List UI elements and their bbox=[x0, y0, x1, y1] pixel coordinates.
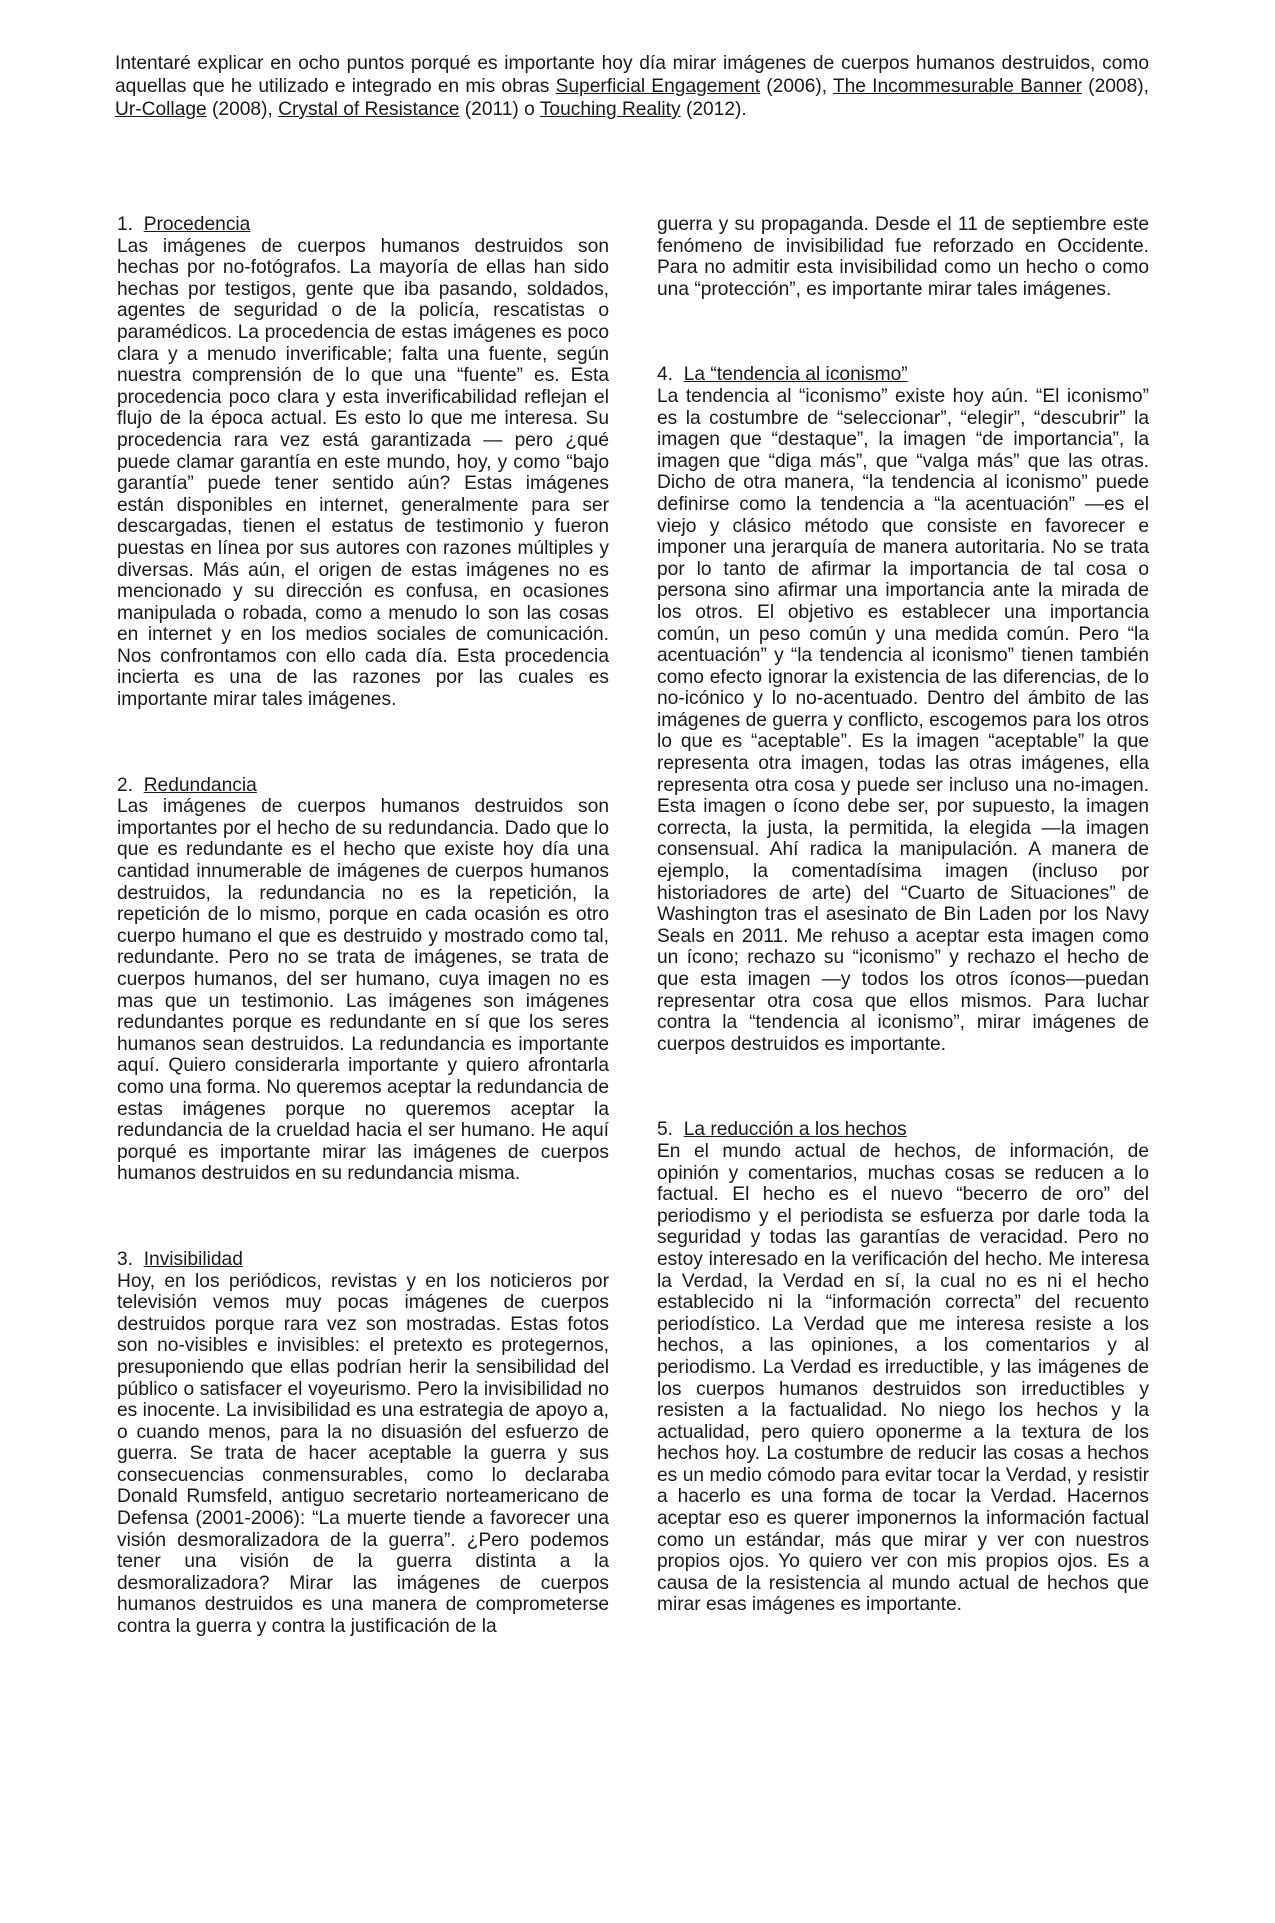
section-title: La reducción a los hechos bbox=[683, 1119, 907, 1141]
section-body: Las imágenes de cuerpos humanos destruidos son importantes por el hecho de su redundancia. Dado que lo que es redundante es el hecho que existe hoy día una cantidad innumerable de imágenes de cuerpos humanos destruidos, la redundancia no es la repetición, la repetición de lo mismo, porque en cada ocasión es otro cuerpo humano el que es destruido y mostrado como tal, redundante. Pero no se trata de imágenes, se trata de cuerpos humanos, del ser humano, cuya imagen no es mas que un testimonio. Las imágenes son imágenes redundantes porque es redundante en sí que los seres humanos sean destruidos. La redundancia es importante aquí. Quiero considerarla importante y quiero afrontarla como una forma. No queremos aceptar la redundancia de estas imágenes porque no queremos aceptar la redundancia de la crueldad hacia el ser humano. He aquí porqué es importante mirar las imágenes de cuerpos humanos destruidos en su redundancia misma. bbox=[117, 796, 609, 1185]
section-title: La “tendencia al iconismo” bbox=[683, 364, 908, 386]
left-column bbox=[117, 214, 609, 1638]
intro-paragraph bbox=[115, 52, 1149, 121]
section-heading bbox=[117, 775, 609, 797]
section-heading bbox=[657, 1119, 1149, 1141]
section-heading bbox=[117, 1249, 609, 1271]
intro-text: Intentaré explicar en ocho puntos porqué es importante hoy día mirar imágenes de cuerpos humanos destruidos, como aquellas que he utilizado e integrado en mis obras bbox=[115, 53, 1149, 97]
section-body: La tendencia al “iconismo” existe hoy aún. “El iconismo” es la costumbre de “seleccionar”, “elegir”, “descubrir” la imagen que “destaque”, la imagen “de importancia”, la imagen que “diga más”, que “valga más” que las otras. Dicho de otra manera, “la tendencia al iconismo” puede definirse como la tendencia a “la acentuación” —es el viejo y clásico método que consiste en favorecer e imponer una jerarquía de manera autoritaria. No se trata por lo tanto de afirmar la importancia de tal cosa o persona sino afirmar una importancia ante la mirada de los otros. El objetivo es establecer una importancia común, un peso común y una medida común. Pero “la acentuación” y “la tendencia al iconismo” tienen también como efecto ignorar la existencia de las diferencias, de lo no-icónico y lo no-acentuado. Dentro del ámbito de las imágenes de guerra y conflicto, escogemos para los otros lo que es “aceptable”. Es la imagen “aceptable” la que representa otra imagen, todas las otras imágenes, ella representa otra cosa y puede ser incluso una no-imagen. Esta imagen o ícono debe ser, por supuesto, la imagen correcta, la justa, la permitida, la elegida —la imagen consensual. Ahí radica la manipulación. A manera de ejemplo, la comentadísima imagen (incluso por historiadores de arte) del “Cuarto de Situaciones” de Washington tras el asesinato de Bin Laden por los Navy Seals en 2011. Me rehuso a aceptar esta imagen como un ícono; rechazo su “iconismo” y rechazo el hecho de que esta imagen —y todos los otros íconos—puedan representar otra cosa que ellos mismos. Para luchar contra la “tendencia al iconismo”, mirar imágenes de cuerpos destruidos es importante. bbox=[657, 385, 1149, 1055]
intro-text: (2011) o bbox=[459, 99, 540, 120]
right-column bbox=[657, 214, 1149, 1616]
section-title: Redundancia bbox=[143, 774, 257, 796]
section-number: 3. bbox=[117, 1248, 134, 1270]
section-title: Invisibilidad bbox=[143, 1248, 243, 1270]
intro-text: (2008), bbox=[1082, 76, 1149, 97]
section-continuation: guerra y su propaganda. Desde el 11 de septiembre este fenómeno de invisibilidad fue reforzado en Occidente. Para no admitir esta invisibilidad como un hecho o como una “protección”, es importante mirar tales imágenes. bbox=[657, 214, 1149, 300]
intro-text: (2008), bbox=[206, 99, 279, 120]
section-gap bbox=[117, 1185, 609, 1249]
work-link-superficial-engagement[interactable]: Superficial Engagement bbox=[555, 76, 761, 97]
intro-text: (2006), bbox=[760, 76, 833, 97]
section-number: 1. bbox=[117, 214, 134, 235]
section-number: 4. bbox=[657, 364, 674, 386]
section-gap bbox=[657, 1055, 1149, 1119]
section-body: Las imágenes de cuerpos humanos destruidos son hechas por no-fotógrafos. La mayoría de ellas han sido hechas por testigos, gente que iba pasando, soldados, agentes de seguridad o de la policía, rescatistas o paramédicos. La procedencia de estas imágenes es poco clara y a menudo inverificable; falta una fuente, según nuestra comprensión de lo que una “fuente” es. Esta procedencia poco clara y esta inverificabilidad reflejan el flujo de la época actual. Es esto lo que me interesa. Su procedencia rara vez está garantizada — pero ¿qué puede clamar garantía en este mundo, hoy, y como “bajo garantía” puede tener sentido aún? Estas imágenes están disponibles en internet, generalmente para ser descargadas, tienen el estatus de testimonio y fueron puestas en línea por sus autores con razones múltiples y diversas. Más aún, el origen de estas imágenes no es mencionado y su dirección es confusa, en ocasiones manipulada o robada, como a menudo lo son las cosas en internet y en los medios sociales de comunicación. Nos confrontamos con ello cada día. Esta procedencia incierta es una de las razones por las cuales es importante mirar tales imágenes. bbox=[117, 235, 609, 711]
section-title: Procedencia bbox=[143, 214, 251, 235]
work-link-incommesurable-banner[interactable]: The Incommesurable Banner bbox=[832, 76, 1083, 97]
section-gap bbox=[117, 711, 609, 775]
section-heading bbox=[117, 214, 609, 236]
work-link-touching-reality[interactable]: Touching Reality bbox=[539, 99, 681, 120]
work-link-crystal-of-resistance[interactable]: Crystal of Resistance bbox=[278, 99, 460, 120]
section-number: 5. bbox=[657, 1119, 674, 1141]
work-link-ur-collage[interactable]: Ur-Collage bbox=[115, 99, 207, 120]
section-body: En el mundo actual de hechos, de información, de opinión y comentarios, muchas cosas se reducen a lo factual. El hecho es el nuevo “becerro de oro” del periodismo y el periodista se esfuerza por darle toda la seguridad y todas las garantías de veracidad. Pero no estoy interesado en la verificación del hecho. Me interesa la Verdad, la Verdad en sí, la cual no es ni el hecho establecido ni la “información correcta” del recuento periodístico. La Verdad que me interesa resiste a los hechos, a las opiniones, a los comentarios y al periodismo. La Verdad es irreductible, y las imágenes de los cuerpos humanos destruidos son irreductibles y resisten a la factualidad. No niego los hechos y la actualidad, pero quiero oponerme a la textura de los hechos hoy. La costumbre de reducir las cosas a hechos es un medio cómodo para evitar tocar la Verdad, y resistir a hacerlo es una forma de tocar la Verdad. Hacernos aceptar eso es querer imponernos la información factual como un estándar, más que mirar y ver con nuestros propios ojos. Yo quiero ver con mis propios ojos. Es a causa de la resistencia al mundo actual de hechos que mirar esas imágenes es importante. bbox=[657, 1140, 1149, 1616]
intro-text: (2012). bbox=[680, 99, 747, 120]
section-heading bbox=[657, 364, 1149, 386]
section-body: Hoy, en los periódicos, revistas y en los noticieros por televisión vemos muy pocas imágenes de cuerpos destruidos porque rara vez son mostradas. Estas fotos son no-visibles e invisibles: el pretexto es protegernos, presuponiendo que ellas podrían herir la sensibilidad del público o satisfacer el voyeurismo. Pero la invisibilidad no es inocente. La invisibilidad es una estrategia de apoyo a, o cuando menos, para la no disuasión del esfuerzo de guerra. Se trata de hacer aceptable la guerra y sus consecuencias conmensurables, como lo declaraba Donald Rumsfeld, antiguo secretario norteamericano de Defensa (2001-2006): “La muerte tiende a favorecer una visión desmoralizadora de la guerra”. ¿Pero podemos tener una visión de la guerra distinta a la desmoralizadora? Mirar las imágenes de cuerpos humanos destruidos es una manera de comprometerse contra la guerra y contra la justificación de la bbox=[117, 1270, 609, 1638]
section-gap bbox=[657, 300, 1149, 364]
section-number: 2. bbox=[117, 774, 134, 796]
